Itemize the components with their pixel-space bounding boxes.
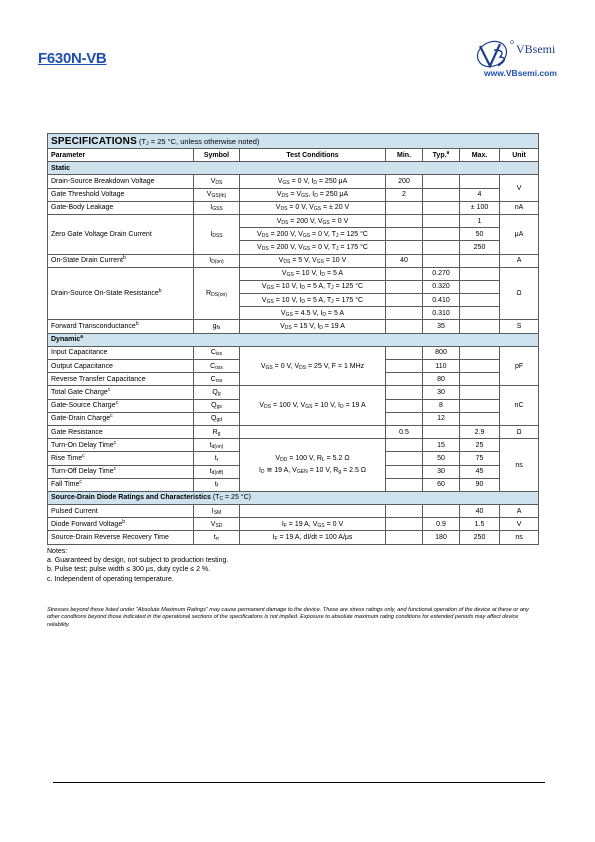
table-row: Total Gate Charge$^c$ $Q_g$ $V_{DS} = 100$ V, $V_{GS} = 10$ V, $I_D = 19$ A 30 nC xyxy=(48,386,539,399)
table-row: Gate Threshold Voltage $V_{GS(th)}$ $V_{DS} = V_{GS}$, $I_D = 250$ μA 2 4 xyxy=(48,188,539,201)
col-unit: Unit xyxy=(500,149,539,162)
table-title-row: SPECIFICATIONS ($T_J = 25$ °C, unless otherwise noted) xyxy=(48,134,539,149)
table-row: Drain-Source Breakdown Voltage $V_{DS}$ $V_{GS} = 0$ V, $I_D = 250$ μA 200 V xyxy=(48,175,539,188)
notes-section xyxy=(47,547,228,584)
table-row: Zero Gate Voltage Drain Current $I_{DSS}$ $V_{DS} = 200$ V, $V_{GS} = 0$ V 1 μA xyxy=(48,214,539,227)
footer-divider xyxy=(53,782,545,783)
section-static: Static xyxy=(48,162,539,175)
brand-name: VBsemi xyxy=(516,42,556,56)
table-row: Forward Transconductance$^b$ $g_{fs}$ $V_{DS} = 15$ V, $I_D = 19$ A 35 S xyxy=(48,320,539,333)
col-typ: Typ.$^a$ xyxy=(423,149,460,162)
table-row: Reverse Transfer Capacitance $C_{rss}$ 80 xyxy=(48,373,539,386)
table-row: Turn-On Delay Time$^c$ $t_{d(on)}$ $V_{DD} = 100$ V, $R_L = 5.2$ Ω $I_D$ ≅ 19 A, $V_{GEN} = 10$ V, $R_g = 2.5$ Ω 15 25 ns xyxy=(48,439,539,452)
col-symbol: Symbol xyxy=(194,149,240,162)
section-source-drain: Source-Drain Diode Ratings and Characteristics ($T_C = 25$ °C) xyxy=(48,491,539,504)
table-row: Diode Forward Voltage$^b$ $V_{SD}$ $I_F = 19$ A, $V_{GS} = 0$ V 0.9 1.5 V xyxy=(48,518,539,531)
table-row: $V_{GS} = 10$ V, $I_D = 5$ A, $T_J = 125$ °C 0.320 xyxy=(48,280,539,293)
table-row: Gate-Source Charge$^c$ $Q_{gs}$ 8 xyxy=(48,399,539,412)
note-c: c. Independent of operating temperature. xyxy=(47,575,174,583)
table-row: Input Capacitance $C_{iss}$ $V_{GS} = 0$ V, $V_{DS} = 25$ V, F = 1 MHz 800 pF xyxy=(48,346,539,359)
table-row: $V_{GS} = 10$ V, $I_D = 5$ A, $T_J = 175$ °C 0.410 xyxy=(48,294,539,307)
table-row: Pulsed Current $I_{SM}$ 40 A xyxy=(48,505,539,518)
col-parameter: Parameter xyxy=(48,149,194,162)
part-number: F630N-VB xyxy=(38,50,107,67)
table-row: Output Capacitance $C_{oss}$ 110 xyxy=(48,360,539,373)
table-row: Fall Time$^c$ $t_f$ 60 90 xyxy=(48,478,539,491)
table-row: Gate-Body Leakage $I_{GSS}$ $V_{DS} = 0$ V, $V_{GS}$ = ± 20 V ± 100 nA xyxy=(48,201,539,214)
table-row: Turn-Off Delay Time$^c$ $t_{d(off)}$ 30 45 xyxy=(48,465,539,478)
notes-heading: Notes: xyxy=(47,548,68,555)
table-title: SPECIFICATIONS xyxy=(51,135,137,147)
col-max: Max. xyxy=(460,149,500,162)
table-row: Source-Drain Reverse Recovery Time $t_{rr}$ $I_F = 19$ A, dI/dt = 100 A/μs 180 250 ns xyxy=(48,531,539,544)
col-min: Min. xyxy=(386,149,423,162)
note-b: b. Pulse test; pulse width ≤ 300 μs, duty cycle ≤ 2 %. xyxy=(47,566,211,574)
table-row: $V_{DS} = 200$ V, $V_{GS} = 0$ V, $T_J = 175$ °C 250 xyxy=(48,241,539,254)
column-header-row xyxy=(48,149,539,162)
table-row: Gate-Drain Charge$^c$ $Q_{gd}$ 12 xyxy=(48,412,539,425)
table-row: Drain-Source On-State Resistance$^b$ $R_{DS(on)}$ $V_{GS} = 10$ V, $I_D = 5$ A 0.270 Ω xyxy=(48,267,539,280)
website-link[interactable]: www.VBsemi.com xyxy=(484,68,557,78)
disclaimer-text: Stresses beyond those listed under “Absolute Maximum Ratings” may cause permanent damage to the device. These are stress ratings only, and functional operation of the device at these or any other conditions beyond those indicated in the operational sections of the specifications is not implied. Exposure to absolute maximum rating conditions for extended periods may affect device reliability. xyxy=(47,607,529,628)
table-row: $V_{GS} = 4.5$ V, $I_D = 5$ A 0.310 xyxy=(48,307,539,320)
note-a: a. Guaranteed by design, not subject to production testing. xyxy=(47,557,229,565)
col-conditions: Test Conditions xyxy=(240,149,386,162)
table-row: Rise Time$^c$ $t_r$ 50 75 xyxy=(48,452,539,465)
table-row: Gate Resistance $R_g$ 0.5 2.9 Ω xyxy=(48,425,539,438)
section-dynamic: Dynamic$^a$ xyxy=(48,333,539,346)
table-row: On-State Drain Current$^b$ $I_{D(on)}$ $V_{DS} = 5$ V, $V_{GS} = 10$ V 40 A xyxy=(48,254,539,267)
specifications-table xyxy=(47,133,539,545)
table-row: $V_{DS} = 200$ V, $V_{GS} = 0$ V, $T_J = 125$ °C 50 xyxy=(48,228,539,241)
